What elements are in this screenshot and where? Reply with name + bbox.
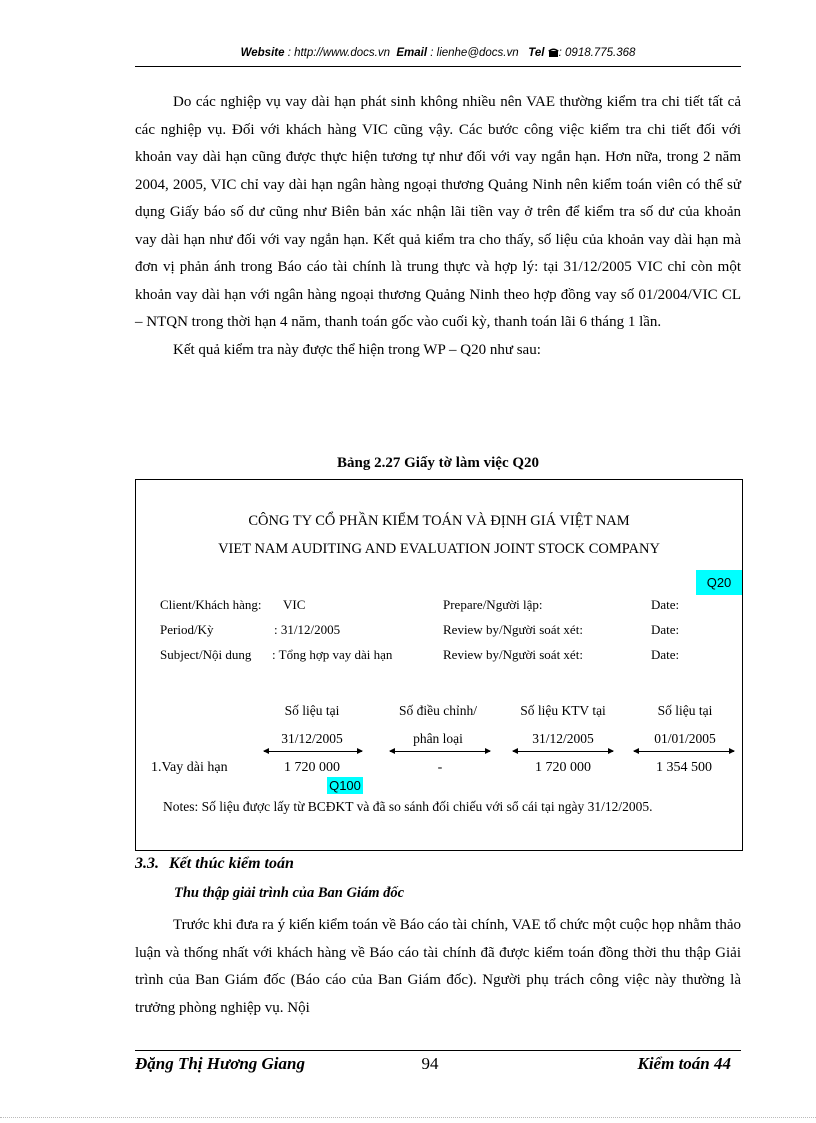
client-value: VIC	[283, 597, 306, 612]
col1-line1: Số liệu tại	[284, 703, 340, 718]
col1-span-arrow	[264, 751, 362, 753]
footer-author: Đặng Thị Hương Giang	[135, 1054, 305, 1073]
section-title: Kết thúc kiểm toán	[169, 855, 294, 872]
col3-line1: Số liệu KTV tại	[520, 703, 606, 718]
section-text	[135, 912, 741, 1022]
tickmark-badge: Q100	[327, 777, 363, 794]
workpaper-ref-badge: Q20	[696, 570, 742, 595]
header-rule	[135, 66, 741, 67]
page-header	[135, 47, 741, 65]
period-label: Period/Kỳ	[160, 622, 214, 637]
paragraph-1: Do các nghiệp vụ vay dài hạn phát sinh không nhiều nên VAE thường kiểm tra chi tiết tất cả các nghiệp vụ. Đối với khách hàng VIC cũng vậy. Các bước công việc kiểm tra chi tiết đối với khoản vay dài hạn cũng được thực hiện tương tự như đối với vay ngắn hạn. Hơn nữa, trong 2 năm 2004, 2005, VIC chỉ vay dài hạn ngân hàng ngoại thương Quảng Ninh nên kiểm toán viên có thể sử dụng Giấy báo số dư cũng như Biên bản xác nhận lãi tiền vay ở trên để kiểm tra số dư của khoản vay dài hạn như đối với vay ngắn hạn. Kết quả kiểm tra cho thấy, số liệu của khoản vay dài hạn mà đơn vị phản ánh trong Báo cáo tài chính là trung thực và hợp lý: tại 31/12/2005 VIC chỉ còn một khoản vay dài hạn với ngân hàng ngoại thương Quảng Ninh theo hợp đồng vay số 01/2004/VIC CL – NTQN trong thời hạn 4 năm, thanh toán gốc vào cuối kỳ, thanh toán lãi 6 tháng 1 lần.	[135, 94, 741, 330]
subsection-title: Thu thập giải trình của Ban Giám đốc	[174, 885, 405, 901]
review-label-1: Review by/Người soát xét:	[443, 622, 583, 637]
website-label: Website	[240, 47, 285, 59]
date-label-1: Date:	[651, 597, 680, 612]
paragraph-2: Kết quả kiểm tra này được thể hiện trong WP – Q20 như sau:	[173, 341, 541, 358]
col2-line1: Số điều chỉnh/	[399, 703, 477, 718]
table-caption: Bảng 2.27 Giấy tờ làm việc Q20	[336, 455, 540, 471]
workpaper-notes: Notes: Số liệu được lấy từ BCĐKT và đã so sánh đối chiếu với sổ cái tại ngày 31/12/2005.	[163, 799, 653, 814]
section-number: 3.3.	[135, 855, 159, 872]
email-label: Email	[396, 47, 428, 59]
tel-value: : 0918.775.368	[558, 47, 636, 59]
review-label-2: Review by/Người soát xét:	[443, 647, 583, 662]
company-name-en: VIET NAM AUDITING AND EVALUATION JOINT STOCK COMPANY	[218, 541, 660, 557]
email-value[interactable]: : lienhe@docs.vn	[430, 47, 519, 59]
section-heading	[135, 855, 294, 873]
website-value[interactable]: : http://www.docs.vn	[287, 47, 390, 59]
col4-span-arrow	[634, 751, 734, 753]
subject-label: Subject/Nội dung	[160, 647, 252, 662]
col4-line2: 01/01/2005	[654, 731, 716, 746]
row-value-2: -	[437, 760, 443, 775]
col3-span-arrow	[513, 751, 613, 753]
row-value-1: 1 720 000	[284, 760, 340, 775]
phone-icon	[548, 47, 559, 57]
date-label-3: Date:	[651, 647, 680, 662]
row-value-3: 1 720 000	[535, 760, 591, 775]
col2-span-arrow	[390, 751, 490, 753]
col3-line2: 31/12/2005	[532, 731, 594, 746]
company-name-vn: CÔNG TY CỔ PHẦN KIỂM TOÁN VÀ ĐỊNH GIÁ VIỆT NAM	[248, 513, 630, 529]
prepare-label: Prepare/Người lập:	[443, 597, 543, 612]
row-value-4: 1 354 500	[656, 760, 712, 775]
section-paragraph: Trước khi đưa ra ý kiến kiểm toán về Báo cáo tài chính, VAE tổ chức một cuộc họp nhằm thảo luận và thống nhất với khách hàng về Báo cáo tài chính đã được kiểm toán đồng thời thu thập Giải trình của Ban Giám đốc (Báo cáo của Ban Giám đốc). Người phụ trách công việc này thường là trưởng phòng nghiệp vụ. Nội	[135, 917, 741, 1016]
subject-value: : Tổng hợp vay dài hạn	[272, 647, 393, 662]
client-label: Client/Khách hàng:	[160, 597, 262, 612]
page-number: 94	[421, 1054, 439, 1073]
tel-label: Tel	[528, 47, 545, 59]
page-edge	[0, 1117, 816, 1118]
col1-line2: 31/12/2005	[281, 731, 343, 746]
period-value: : 31/12/2005	[274, 622, 341, 637]
footer-course: Kiểm toán 44	[637, 1054, 731, 1073]
row-label: 1.Vay dài hạn	[151, 760, 228, 775]
col4-line1: Số liệu tại	[657, 703, 713, 718]
date-label-2: Date:	[651, 622, 680, 637]
body-text	[135, 89, 741, 364]
footer-rule	[135, 1050, 741, 1051]
col2-line2: phân loại	[413, 731, 463, 746]
